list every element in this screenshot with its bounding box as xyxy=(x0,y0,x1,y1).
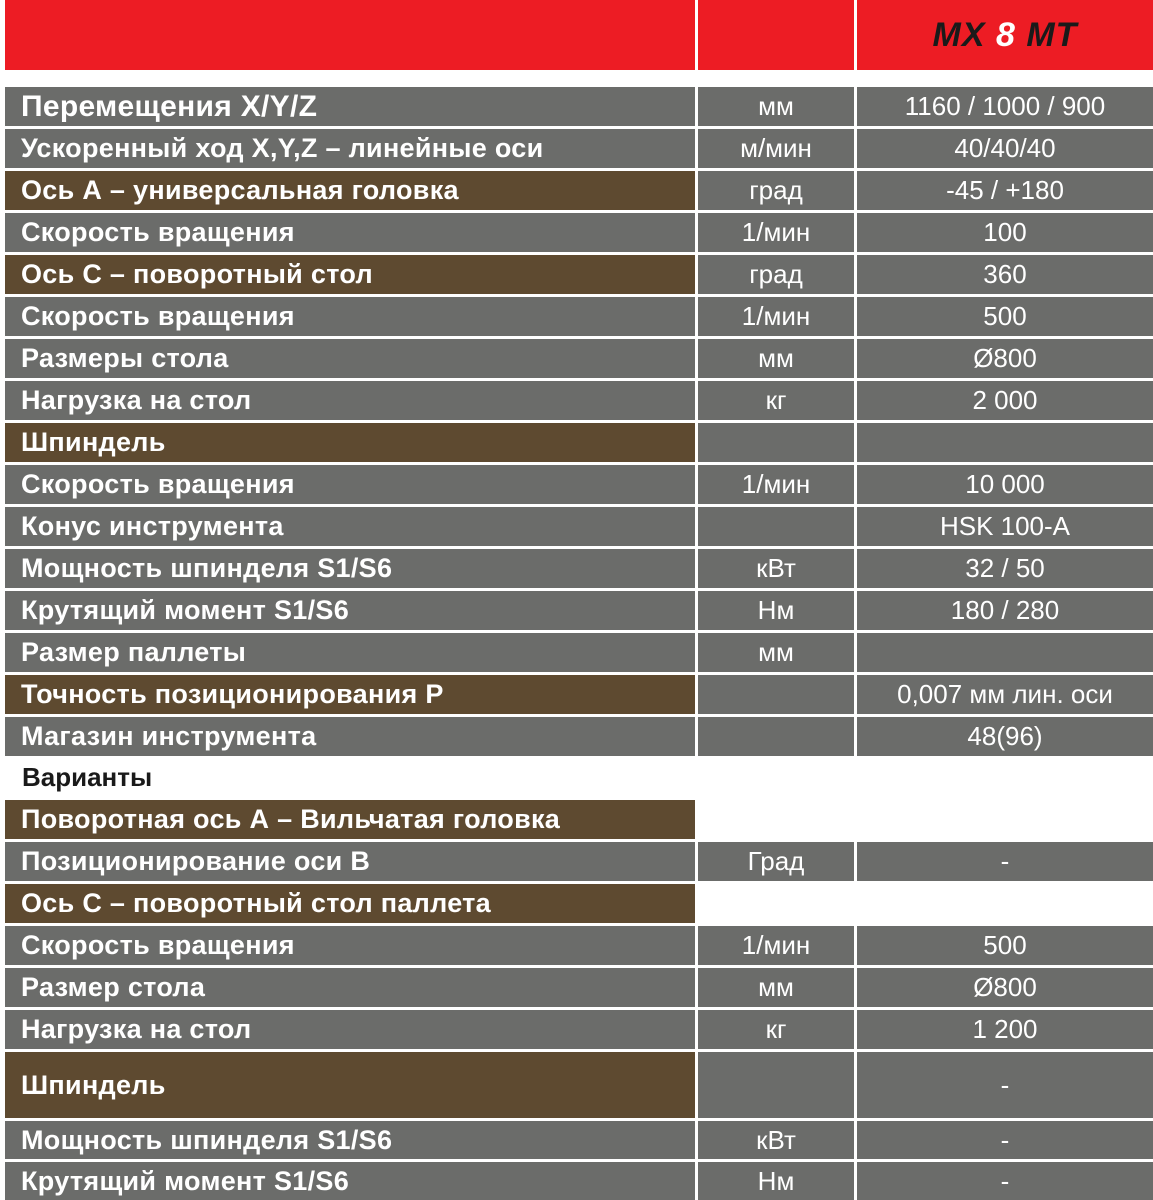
spec-value: 2 000 xyxy=(857,381,1153,420)
spec-value: 0,007 мм лин. оси xyxy=(857,675,1153,714)
variant-unit: мм xyxy=(698,968,854,1007)
spec-row xyxy=(0,87,1153,126)
variant-name: Нагрузка на стол xyxy=(5,1010,695,1049)
spec-unit: кг xyxy=(698,381,854,420)
variant-row xyxy=(0,1010,1153,1049)
spec-row xyxy=(0,675,1153,714)
variant-row xyxy=(0,1162,1153,1200)
variant-unit: кг xyxy=(698,1010,854,1049)
variant-name: Скорость вращения xyxy=(5,926,695,965)
spec-unit: мм xyxy=(698,87,854,126)
spec-value: 10 000 xyxy=(857,465,1153,504)
spec-row xyxy=(0,465,1153,504)
spec-row xyxy=(0,255,1153,294)
variant-name: Шпиндель xyxy=(5,1052,695,1118)
spec-unit: 1/мин xyxy=(698,465,854,504)
model-suffix: MT xyxy=(1026,15,1078,54)
spec-name: Ускоренный ход X,Y,Z – линейные оси xyxy=(5,129,695,168)
spec-name: Перемещения X/Y/Z xyxy=(5,87,695,126)
variant-value: - xyxy=(857,842,1153,881)
spec-value: 40/40/40 xyxy=(857,129,1153,168)
spec-row xyxy=(0,339,1153,378)
spec-value: 360 xyxy=(857,255,1153,294)
spec-row xyxy=(0,171,1153,210)
spec-unit xyxy=(698,423,854,462)
spec-row xyxy=(0,381,1153,420)
header-cell-unit xyxy=(698,0,854,70)
header-cell-model xyxy=(857,0,1153,70)
variant-unit: Град xyxy=(698,842,854,881)
variant-name: Размер стола xyxy=(5,968,695,1007)
spec-value xyxy=(857,633,1153,672)
spec-name: Магазин инструмента xyxy=(5,717,695,756)
variant-row xyxy=(0,1052,1153,1118)
spec-row xyxy=(0,507,1153,546)
variant-unit: кВт xyxy=(698,1121,854,1159)
variant-name: Крутящий момент S1/S6 xyxy=(5,1162,695,1200)
variant-row xyxy=(0,968,1153,1007)
variant-unit: 1/мин xyxy=(698,926,854,965)
spec-name: Размеры стола xyxy=(5,339,695,378)
variant-row xyxy=(0,800,1153,839)
variant-unit: Нм xyxy=(698,1162,854,1200)
spec-value: -45 / +180 xyxy=(857,171,1153,210)
header-cell-name xyxy=(5,0,695,70)
spec-unit: 1/мин xyxy=(698,297,854,336)
variant-value: 500 xyxy=(857,926,1153,965)
variant-row xyxy=(0,842,1153,881)
spec-row xyxy=(0,717,1153,756)
spec-unit: град xyxy=(698,255,854,294)
spec-row xyxy=(0,213,1153,252)
variant-row xyxy=(0,884,1153,923)
variants-title: Варианты xyxy=(22,761,153,792)
spec-unit: град xyxy=(698,171,854,210)
variant-row xyxy=(0,926,1153,965)
spec-unit: мм xyxy=(698,339,854,378)
variant-name: Поворотная ось А – Вильчатая головка xyxy=(5,800,695,839)
spec-name: Конус инструмента xyxy=(5,507,695,546)
spec-name: Нагрузка на стол xyxy=(5,381,695,420)
variant-name: Ось С – поворотный стол паллета xyxy=(5,884,695,923)
variant-value: - xyxy=(857,1162,1153,1200)
spec-value xyxy=(857,423,1153,462)
spec-unit xyxy=(698,507,854,546)
model-prefix: MX xyxy=(932,15,986,54)
spec-name: Скорость вращения xyxy=(5,465,695,504)
variant-unit xyxy=(698,1052,854,1118)
variant-value: 1 200 xyxy=(857,1010,1153,1049)
table-header xyxy=(0,0,1153,70)
spec-row xyxy=(0,423,1153,462)
variant-name: Мощность шпинделя S1/S6 xyxy=(5,1121,695,1159)
spec-row xyxy=(0,297,1153,336)
spec-name: Крутящий момент S1/S6 xyxy=(5,591,695,630)
spec-name: Мощность шпинделя S1/S6 xyxy=(5,549,695,588)
spec-value: 500 xyxy=(857,297,1153,336)
variant-value: - xyxy=(857,1052,1153,1118)
spec-unit: 1/мин xyxy=(698,213,854,252)
model-title xyxy=(933,16,1078,55)
spec-value: Ø800 xyxy=(857,339,1153,378)
spec-value: 32 / 50 xyxy=(857,549,1153,588)
spec-value: 1160 / 1000 / 900 xyxy=(857,87,1153,126)
spec-value: 48(96) xyxy=(857,717,1153,756)
spec-row xyxy=(0,549,1153,588)
spec-unit: м/мин xyxy=(698,129,854,168)
spec-name: Шпиндель xyxy=(5,423,695,462)
spec-row xyxy=(0,591,1153,630)
spec-name: Точность позиционирования P xyxy=(5,675,695,714)
variant-value: Ø800 xyxy=(857,968,1153,1007)
variant-value: - xyxy=(857,1121,1153,1159)
spec-name: Ось С – поворотный стол xyxy=(5,255,695,294)
spec-name: Скорость вращения xyxy=(5,213,695,252)
spec-unit xyxy=(698,717,854,756)
variant-name: Позиционирование оси В xyxy=(5,842,695,881)
spec-unit: кВт xyxy=(698,549,854,588)
spec-value: 180 / 280 xyxy=(857,591,1153,630)
spec-name: Размер паллеты xyxy=(5,633,695,672)
variant-row xyxy=(0,1121,1153,1159)
model-number: 8 xyxy=(995,15,1016,54)
spec-unit: Нм xyxy=(698,591,854,630)
spec-name: Ось А – универсальная головка xyxy=(5,171,695,210)
spec-name: Скорость вращения xyxy=(5,297,695,336)
spec-row xyxy=(0,129,1153,168)
spec-unit xyxy=(698,675,854,714)
spec-value: HSK 100-A xyxy=(857,507,1153,546)
spec-unit: мм xyxy=(698,633,854,672)
spec-value: 100 xyxy=(857,213,1153,252)
spec-row xyxy=(0,633,1153,672)
